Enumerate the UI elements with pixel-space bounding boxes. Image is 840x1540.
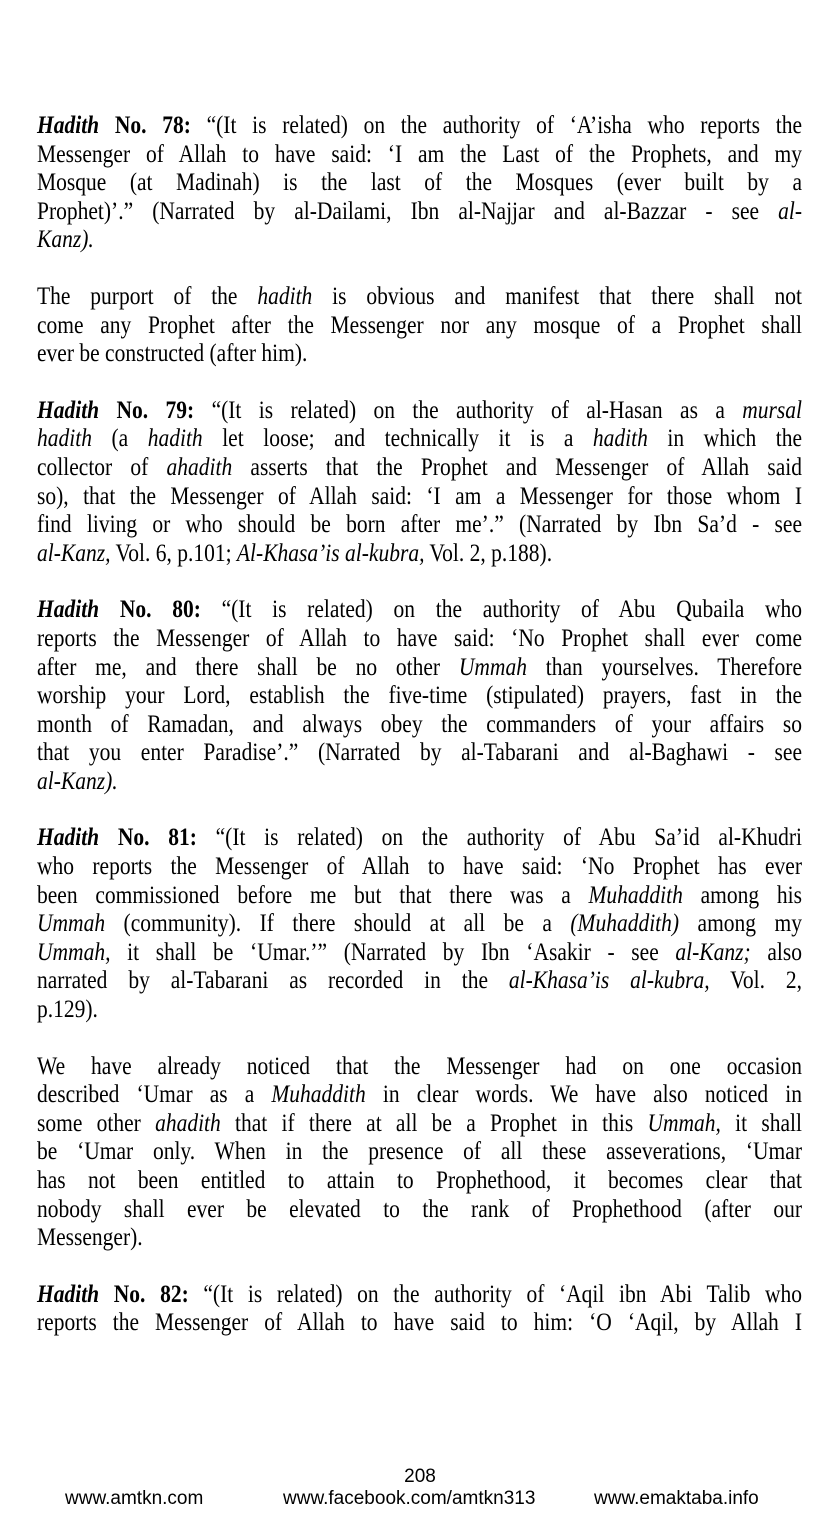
- text-run: some other: [37, 1109, 156, 1137]
- text-run: Prophet)’.” (Narrated by al-Dailami, Ibn al-Najjar and al-Bazzar - see: [37, 197, 779, 225]
- text-line: [37, 540, 802, 569]
- text-run: among my: [679, 910, 802, 938]
- text-line: [37, 996, 802, 1025]
- text-run: among his: [682, 881, 802, 909]
- text-line: [37, 939, 802, 968]
- text-line: [37, 340, 802, 369]
- text-run: also: [750, 938, 802, 966]
- text-run: Mosque (at Madinah) is the last of the Mosques (ever built by a: [37, 169, 802, 197]
- text-run: come any Prophet after the Messenger nor any mosque of a Prophet shall: [37, 311, 802, 339]
- text-run: who reports the Messenger of Allah to have said: ‘No Prophet has ever: [37, 853, 803, 881]
- text-run: described ‘Umar as a: [37, 1081, 272, 1109]
- italic-term: al-Kanz,: [37, 539, 111, 567]
- text-run: been commissioned before me but that there was a: [37, 881, 589, 909]
- text-run: (community). If there should at all be a: [105, 910, 571, 938]
- text-run: Messenger of Allah to have said: ‘I am the Last of the Prophets, and my: [37, 140, 802, 168]
- text-run: “(It is related) on the authority of Abu Sa’id al-Khudri: [196, 824, 802, 852]
- italic-term: al-Khasa’is al-kubra,: [508, 967, 710, 995]
- text-run: “(It is related) on the authority of ‘Aqil ibn Abi Talib who: [188, 1280, 802, 1308]
- hadith-label: Hadith: [37, 396, 100, 424]
- text-run: asserts that the Prophet and Messenger of Allah said: [232, 453, 802, 481]
- italic-term: Kanz).: [37, 226, 94, 254]
- text-run: it shall be ‘Umar.’” (Narrated by Ibn ‘Asakir - see: [110, 938, 676, 966]
- italic-term: Al-Khasa’is al-kubra,: [236, 539, 425, 567]
- text-line: [37, 967, 802, 996]
- text-line: [37, 425, 802, 454]
- text-line: [37, 768, 802, 797]
- text-run: let loose; and technically it is a: [202, 425, 593, 453]
- text-line: [37, 1309, 802, 1338]
- hadith-label: Hadith: [37, 824, 100, 852]
- hadith-number: No. 81:: [117, 824, 197, 852]
- italic-term: Ummah: [458, 653, 527, 681]
- text-line: [37, 1196, 802, 1225]
- text-run: than yourselves. Therefore: [526, 653, 803, 681]
- hadith-paragraph: [37, 1281, 802, 1338]
- text-run: p.129).: [37, 996, 98, 1024]
- text-run: “(It is related) on the authority of Abu Qubaila who: [200, 596, 803, 624]
- text-run: month of Ramadan, and always obey the commanders of your affairs so: [37, 710, 802, 738]
- italic-term: (Muhaddith): [570, 910, 680, 938]
- text-run: Vol. 2,: [709, 967, 803, 995]
- text-run: after me, and there shall be no other: [37, 653, 459, 681]
- text-line: [37, 625, 802, 654]
- hadith-label: Hadith: [37, 596, 100, 624]
- hadith-paragraph: [37, 112, 802, 255]
- italic-term: Muhaddith: [271, 1081, 366, 1109]
- text-run: (a: [91, 425, 148, 453]
- hadith-paragraph: [37, 397, 802, 569]
- text-line: [37, 1167, 802, 1196]
- text-run: reports the Messenger of Allah to have said to him: ‘O ‘Aqil, by Allah I: [37, 1309, 802, 1337]
- footer-link-amtkn[interactable]: www.amtkn.com: [65, 1488, 204, 1509]
- text-line: [37, 112, 802, 141]
- text-run: Vol. 2, p.188).: [424, 539, 553, 567]
- italic-term: Muhaddith: [588, 881, 683, 909]
- italic-term: ahadith: [166, 453, 233, 481]
- commentary-paragraph: [37, 1053, 802, 1253]
- text-run: reports the Messenger of Allah to have said: ‘No Prophet shall ever come: [37, 624, 802, 652]
- text-run: that if there at all be a Prophet in this: [220, 1109, 648, 1137]
- hadith-paragraph: [37, 596, 802, 796]
- text-run: it shall: [720, 1109, 802, 1137]
- text-line: [37, 1081, 802, 1110]
- text-line: [37, 312, 802, 341]
- italic-term: hadith: [147, 425, 203, 453]
- italic-term: Ummah: [37, 910, 106, 938]
- italic-term: al-Kanz;: [675, 938, 751, 966]
- footer-link-facebook[interactable]: www.facebook.com/amtkn313: [283, 1488, 536, 1509]
- text-run: Messenger).: [37, 1224, 143, 1252]
- text-run: is obvious and manifest that there shall not: [312, 282, 802, 310]
- italic-term: hadith: [37, 425, 92, 453]
- text-line: [37, 1281, 802, 1310]
- text-run: find living or who should be born after me’.” (Narrated by Ibn Sa’d - see: [37, 511, 803, 539]
- page-number: 208: [404, 1466, 436, 1487]
- italic-term: Ummah,: [647, 1109, 721, 1137]
- text-line: [37, 283, 802, 312]
- page-body: [37, 112, 802, 1366]
- text-run: narrated by al-Tabarani as recorded in the: [37, 967, 509, 995]
- text-line: [37, 910, 802, 939]
- text-line: [37, 711, 802, 740]
- text-run: Vol. 6, p.101;: [110, 539, 237, 567]
- text-run: be ‘Umar only. When in the presence of all these asseverations, ‘Umar: [37, 1138, 802, 1166]
- hadith-number: No. 82:: [113, 1280, 189, 1308]
- text-run: in clear words. We have also noticed in: [365, 1081, 802, 1109]
- text-line: [37, 454, 802, 483]
- text-line: [37, 169, 802, 198]
- footer-link-emaktaba[interactable]: www.emaktaba.info: [594, 1488, 759, 1509]
- text-run: has not been entitled to attain to Prophethood, it becomes clear that: [37, 1167, 802, 1194]
- hadith-number: No. 78:: [114, 112, 191, 139]
- footer-links: [0, 1488, 840, 1514]
- text-run: that you enter Paradise’.” (Narrated by al-Tabarani and al-Baghawi - see: [37, 739, 803, 767]
- italic-term: ahadith: [155, 1109, 221, 1137]
- italic-term: hadith: [592, 425, 648, 453]
- text-line: [37, 1138, 802, 1167]
- text-line: [37, 226, 802, 255]
- hadith-number: No. 79:: [116, 396, 195, 424]
- text-line: [37, 654, 802, 683]
- text-line: [37, 824, 802, 853]
- italic-term: al-Kanz).: [37, 767, 118, 795]
- italic-term: Ummah,: [37, 938, 111, 966]
- text-line: [37, 739, 802, 768]
- italic-term: mursal: [742, 396, 802, 424]
- text-run: collector of: [37, 453, 167, 481]
- commentary-paragraph: [37, 283, 802, 369]
- text-line: [37, 1053, 802, 1082]
- text-line: [37, 596, 802, 625]
- text-line: [37, 397, 802, 426]
- text-line: [37, 1110, 802, 1139]
- text-line: [37, 511, 802, 540]
- text-run: nobody shall ever be elevated to the rank of Prophethood (after our: [37, 1195, 802, 1223]
- italic-term: al-: [778, 197, 802, 225]
- text-run: in which the: [647, 425, 803, 453]
- text-line: [37, 198, 802, 227]
- text-line: [37, 141, 802, 170]
- text-line: [37, 882, 802, 911]
- text-line: [37, 1224, 802, 1253]
- italic-term: hadith: [257, 282, 313, 310]
- hadith-label: Hadith: [37, 1280, 100, 1308]
- text-run: “(It is related) on the authority of ‘A’isha who reports the: [190, 112, 802, 139]
- text-line: [37, 483, 802, 512]
- text-run: The purport of the: [37, 282, 258, 310]
- hadith-paragraph: [37, 824, 802, 1024]
- text-run: ever be constructed (after him).: [37, 340, 308, 368]
- hadith-number: No. 80:: [119, 596, 201, 624]
- text-line: [37, 682, 802, 711]
- text-run: so), that the Messenger of Allah said: ‘I am a Messenger for those whom I: [37, 482, 802, 510]
- text-run: worship your Lord, establish the five-time (stipulated) prayers, fast in the: [37, 682, 802, 710]
- text-run: We have already noticed that the Messenger had on one occasion: [37, 1052, 803, 1080]
- text-line: [37, 853, 802, 882]
- hadith-label: Hadith: [37, 112, 100, 139]
- text-run: “(It is related) on the authority of al-Hasan as a: [194, 396, 743, 424]
